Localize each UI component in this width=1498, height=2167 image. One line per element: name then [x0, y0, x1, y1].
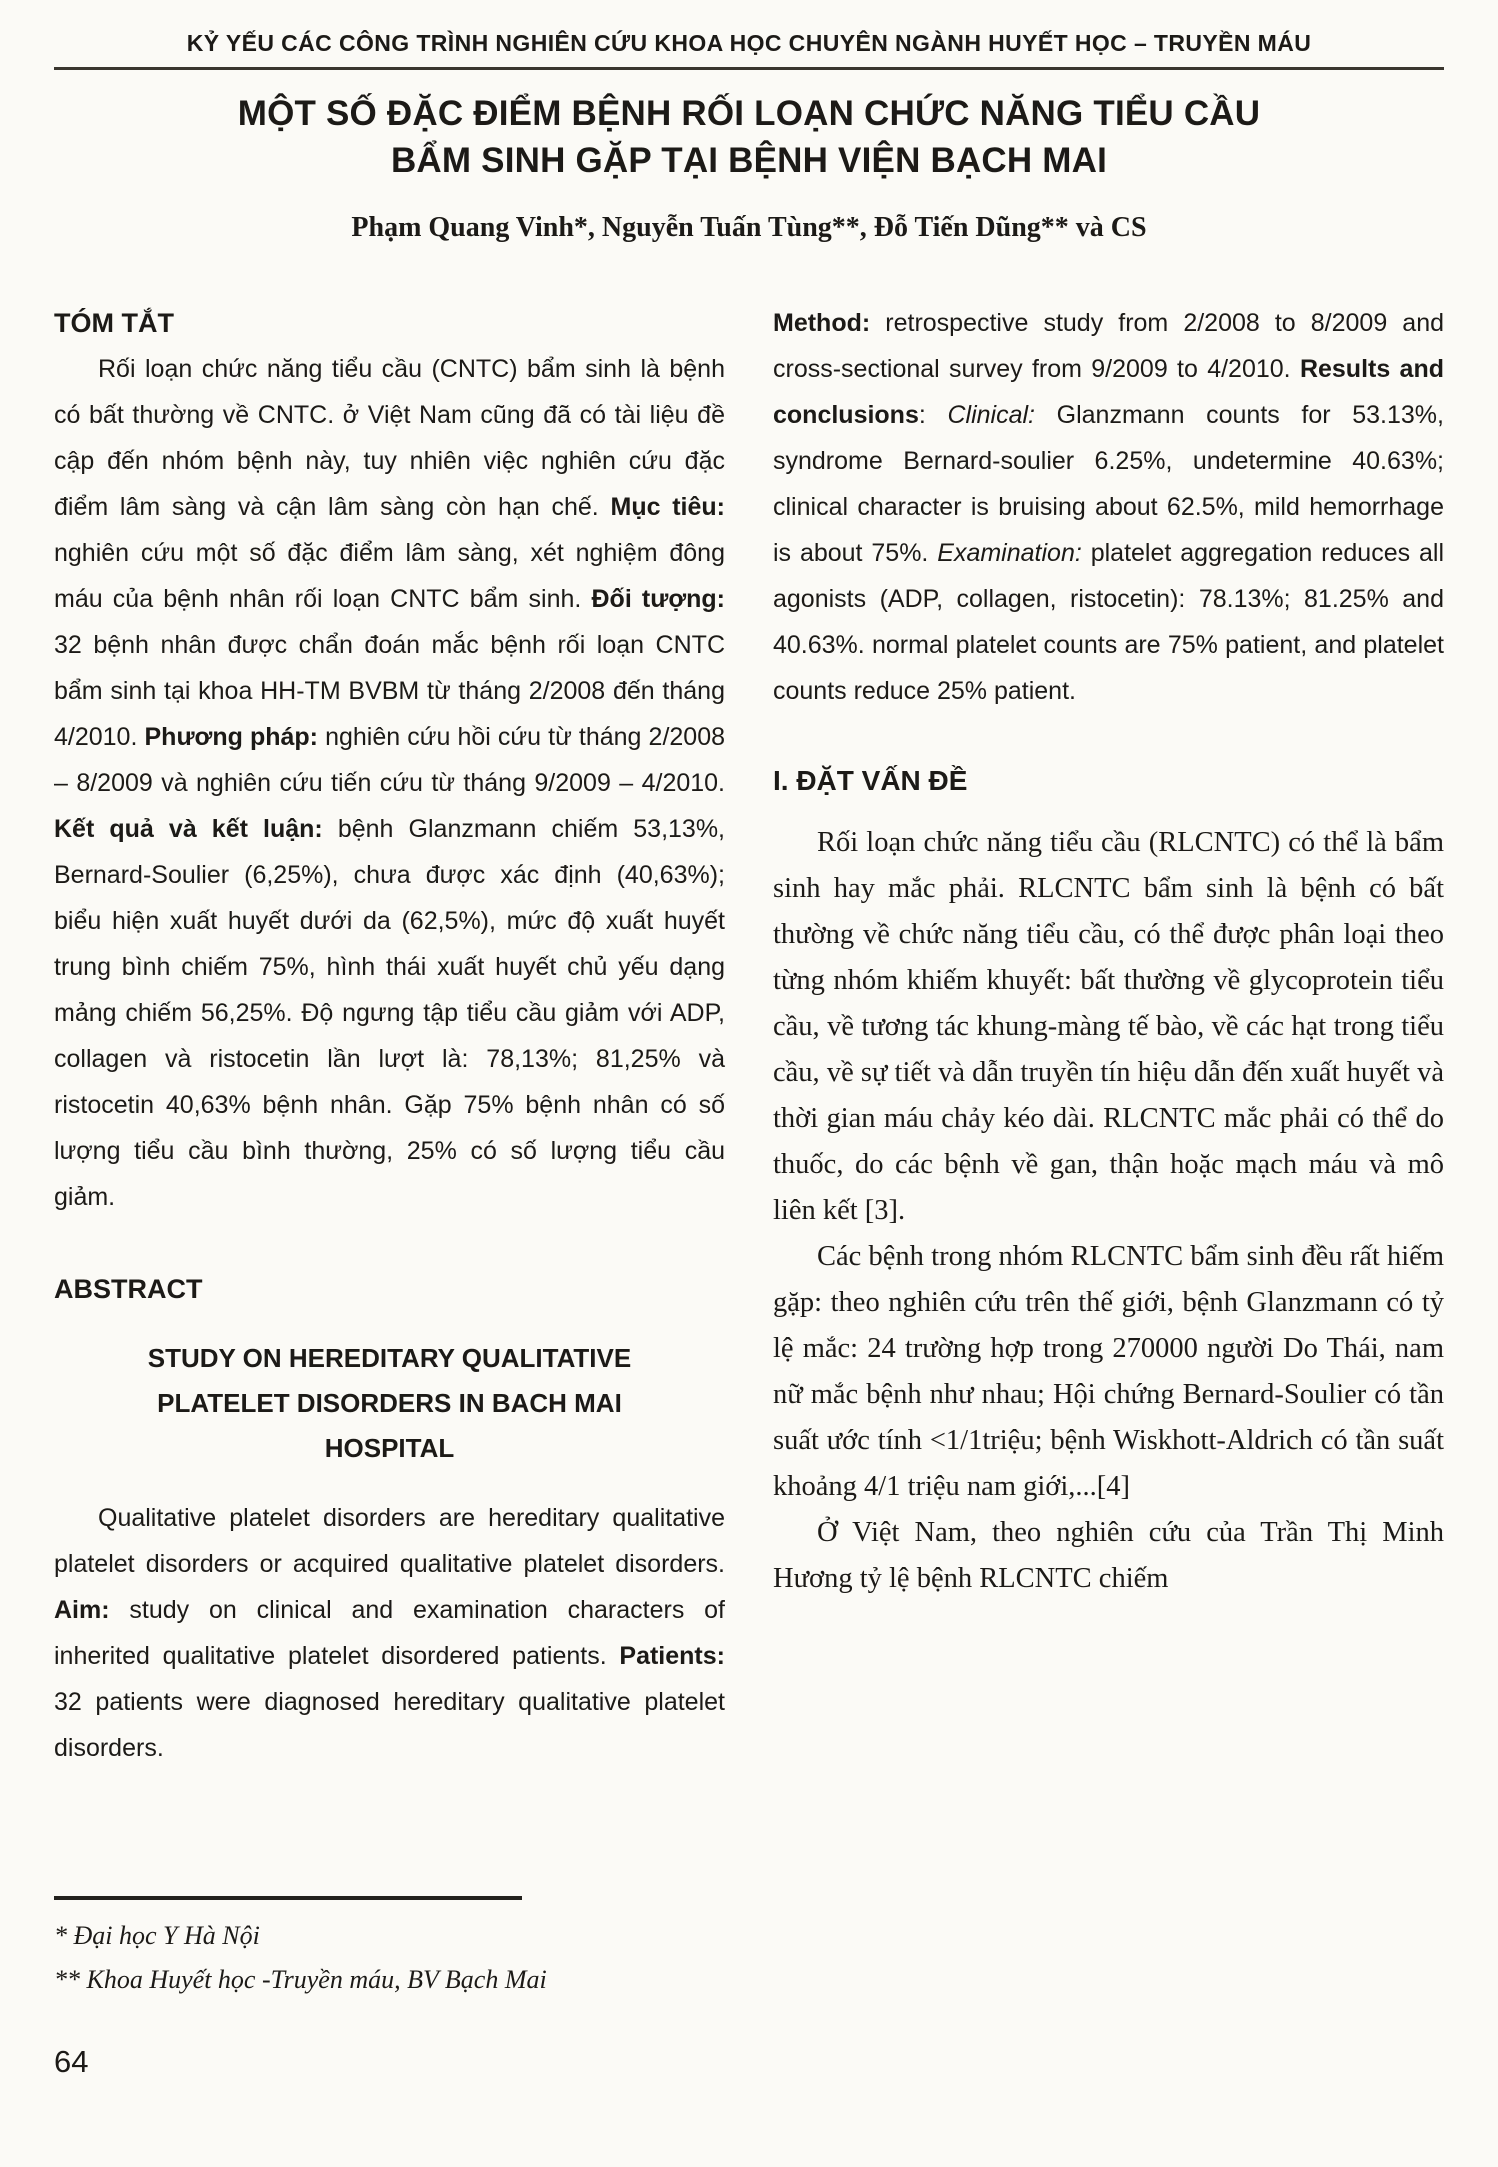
footnote-1: * Đại học Y Hà Nội — [54, 1921, 260, 1950]
header-divider — [54, 67, 1444, 70]
method-paragraph: Method: retrospective study from 2/2008 to 8/2009 and cross-sectional survey from 9/2009 to 4/2010. Results and conclusions: Clinical: Glanzmann counts for 53.13%, syndrome Bernard-soulier 6.25%, undetermine 40.63%; clinical character is bruising about 62.5%, mild hemorrhage is about 75%. Examination: platelet aggregation reduces all agonists (ADP, collagen, ristocetin): 78.13%; 81.25% and 40.63%. normal platelet counts are 75% patient, and platelet counts reduce 25% patient. — [773, 309, 1444, 705]
abstract-title: STUDY ON HEREDITARY QUALITATIVE PLATELET DISORDERS IN BACH MAI HOSPITAL — [147, 1343, 632, 1463]
abstract-paragraph: Qualitative platelet disorders are hereditary qualitative platelet disorders or acquired qualitative platelet disorders. Aim: study on clinical and examination characters of inherited qualitative platelet disordered patients. Patients: 32 patients were diagnosed hereditary qualitative platelet disorders. — [54, 1504, 725, 1762]
article-title-line-1: MỘT SỐ ĐẶC ĐIỂM BỆNH RỐI LOẠN CHỨC NĂNG TIỂU CẦU — [237, 94, 1261, 133]
summary-heading: TÓM TẮT — [54, 308, 174, 338]
page-number: 64 — [54, 2044, 89, 2079]
authors-line: Phạm Quang Vinh*, Nguyễn Tuấn Tùng**, Đỗ Tiến Dũng** và CS — [351, 212, 1147, 243]
summary-paragraph: Rối loạn chức năng tiểu cầu (CNTC) bẩm sinh là bệnh có bất thường về CNTC. ở Việt Nam cũng đã có tài liệu đề cập đến nhóm bệnh này, tuy nhiên việc nghiên cứu đặc điểm lâm sàng và cận lâm sàng còn hạn chế. Mục tiêu: nghiên cứu một số đặc điểm lâm sàng, xét nghiệm đông máu của bệnh nhân rối loạn CNTC bẩm sinh. Đối tượng: 32 bệnh nhân được chẩn đoán mắc bệnh rối loạn CNTC bẩm sinh tại khoa HH-TM BVBM từ tháng 2/2008 đến tháng 4/2010. Phương pháp: nghiên cứu hồi cứu từ tháng 2/2008 – 8/2009 và nghiên cứu tiến cứu từ tháng 9/2009 – 4/2010. Kết quả và kết luận: bệnh Glanzmann chiếm 53,13%, Bernard-Soulier (6,25%), chưa được xác định (40,63%); biểu hiện xuất huyết dưới da (62,5%), mức độ xuất huyết trung bình chiếm 75%, hình thái xuất huyết chủ yếu dạng mảng chiếm 56,25%. Độ ngưng tập tiểu cầu giảm với ADP, collagen và ristocetin lần lượt là: 78,13%; 81,25% và ristocetin 40,63% bệnh nhân. Gặp 75% bệnh nhân có số lượng tiểu cầu bình thường, 25% có số lượng tiểu cầu giảm. — [54, 355, 726, 1211]
abstract-heading: ABSTRACT — [54, 1274, 203, 1304]
intro-paragraph-1: Rối loạn chức năng tiểu cầu (RLCNTC) có thể là bẩm sinh hay mắc phải. RLCNTC bẩm sinh là bệnh có bất thường về chức năng tiểu cầu, có thể được phân loại theo từng nhóm khiếm khuyết: bất thường về glycoprotein tiểu cầu, về tương tác khung-màng tế bào, về các hạt trong tiểu cầu, về sự tiết và dẫn truyền tín hiệu dẫn đến xuất huyết và thời gian máu chảy kéo dài. RLCNTC mắc phải có thể do thuốc, do các bệnh về gan, thận hoặc mạch máu và mô liên kết [3]. — [773, 827, 1444, 1226]
intro-paragraph-2: Các bệnh trong nhóm RLCNTC bẩm sinh đều rất hiếm gặp: theo nghiên cứu trên thế giới, bệnh Glanzmann có tỷ lệ mắc: 24 trường hợp trong 270000 người Do Thái, nam nữ mắc bệnh như nhau; Hội chứng Bernard-Soulier có tần suất ước tính <1/1triệu; bệnh Wiskhott-Aldrich có tần suất khoảng 4/1 triệu nam giới,...[4] — [773, 1241, 1444, 1502]
intro-paragraph-3: Ở Việt Nam, theo nghiên cứu của Trần Thị Minh Hương tỷ lệ bệnh RLCNTC chiếm — [773, 1517, 1444, 1594]
footnote-2: ** Khoa Huyết học -Truyền máu, BV Bạch Mai — [54, 1965, 547, 1994]
footnote-divider — [54, 1896, 522, 1900]
section-1-heading: I. ĐẶT VẤN ĐỀ — [773, 765, 968, 796]
journal-header-text: KỶ YẾU CÁC CÔNG TRÌNH NGHIÊN CỨU KHOA HỌC CHUYÊN NGÀNH HUYẾT HỌC – TRUYỀN MÁU — [186, 30, 1312, 56]
article-title-line-2: BẨM SINH GẶP TẠI BỆNH VIỆN BẠCH MAI — [390, 141, 1108, 180]
left-column — [54, 300, 725, 1771]
right-column — [773, 300, 1444, 1771]
page-footer — [54, 1896, 1444, 2080]
two-column-body — [54, 300, 1444, 1771]
article-title — [54, 90, 1444, 184]
page-header — [54, 26, 1444, 70]
